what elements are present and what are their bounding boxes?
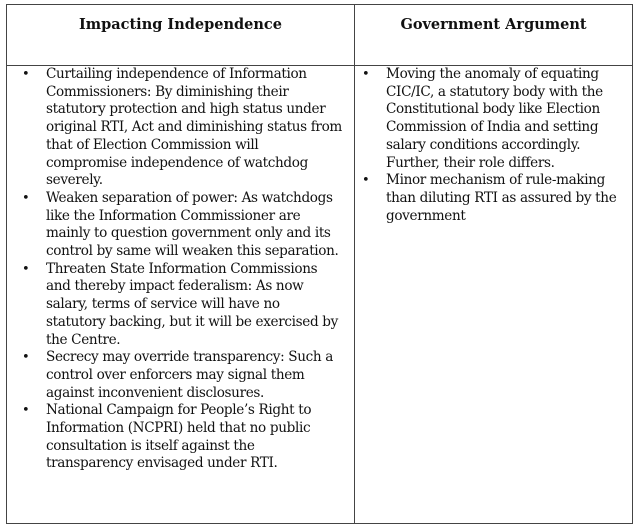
bullet-icon: • [22,190,30,206]
government-argument-list [362,66,622,225]
bullet-icon: • [22,403,30,419]
column-divider [354,5,355,523]
bullet-icon: • [22,67,30,82]
list-item: • Curtailing independence of Information Commissioners: By diminishing their statutory protection and high status under original RTI, Act and diminishing status from that of Election Commission will compromise independence of watchdog severely. [22,66,342,189]
bullet-icon: • [362,67,370,82]
list-item: • Moving the anomaly of equating CIC/IC, a statutory body with the Constitutional body like Election Commission of India and setting salary conditions accordingly. Further, their role differs. [362,66,603,171]
bullet-icon: • [362,173,370,189]
list-item: • Secrecy may override transparency: Such a control over enforcers may signal them against inconvenient disclosures. [22,349,334,401]
list-item: • Minor mechanism of rule-making than diluting RTI as assured by the government [362,172,617,224]
impacting-independence-list [22,66,342,473]
bullet-icon: • [22,261,30,277]
header-impacting-independence: Impacting Independence [79,16,282,33]
bullet-icon: • [22,350,30,366]
list-item: • National Campaign for People’s Right to Information (NCPRI) held that no public consultation is itself against the transparency envisaged under RTI. [22,402,312,472]
list-item: • Weaken separation of power: As watchdogs like the Information Commissioner are mainly to question government only and its control by same will weaken this separation. [22,189,339,260]
list-item: • Threaten State Information Commissions and thereby impact federalism: As now salary, terms of service will have no statutory backing, but it will be exercised by the Centre. [22,260,338,348]
header-government-argument: Government Argument [400,16,587,33]
